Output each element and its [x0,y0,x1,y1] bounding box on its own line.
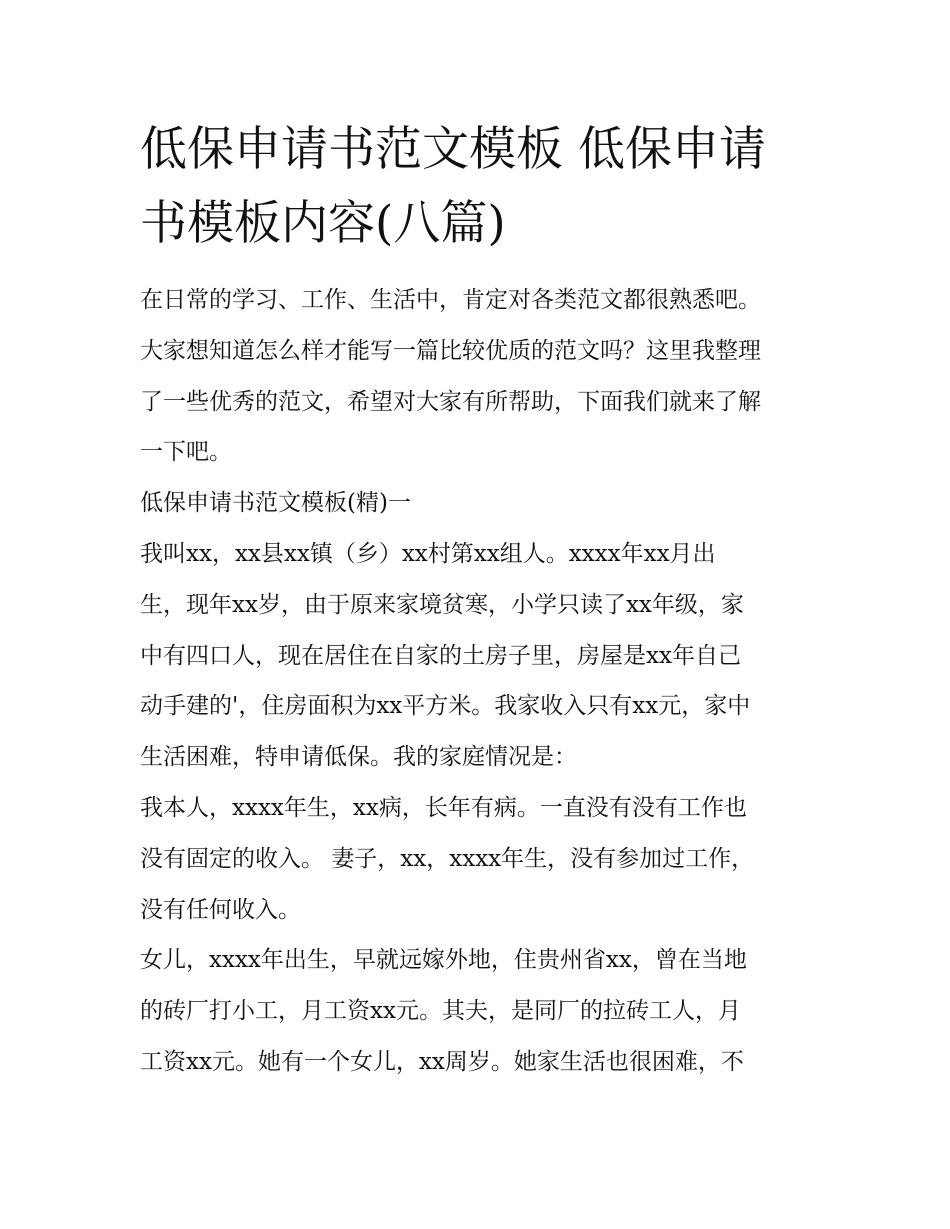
body-line: 工资xx元。她有一个女儿，xx周岁。她家生活也很困难，不 [140,1048,744,1075]
body-line: 没有固定的收入。 妻子，xx，xxxx年生，没有参加过工作， [140,845,755,872]
document-body [140,275,830,1088]
document-title [140,113,840,261]
body-line: 中有四口人，现在居住在自家的土房子里，房屋是xx年自己 [140,642,741,669]
body-line: 了一些优秀的范文，希望对大家有所帮助，下面我们就来了解 [140,388,761,415]
body-line: 我本人，xxxx年生，xx病，长年有病。一直没有没有工作也 [140,794,747,821]
body-line: 我叫xx，xx县xx镇（乡）xx村第xx组人。xxxx年xx月出 [140,540,716,567]
body-line: 的砖厂打小工，月工资xx元。其夫，是同厂的拉砖工人，月 [140,998,741,1025]
body-line: 大家想知道怎么样才能写一篇比较优质的范文吗？这里我整理 [140,337,761,364]
body-line: 一下吧。 [140,439,232,466]
title-line-1: 低保申请书范文模板 低保申请 [140,122,766,177]
body-line: 动手建的'，住房面积为xx平方米。我家收入只有xx元，家中 [140,693,751,720]
body-line: 女儿，xxxx年出生，早就远嫁外地，住贵州省xx，曾在当地 [140,947,747,974]
body-line: 生，现年xx岁，由于原来家境贫寒，小学只读了xx年级，家 [140,591,744,618]
section-heading: 低保申请书范文模板(精)一 [140,490,411,517]
body-line: 没有任何收入。 [140,896,301,923]
body-line: 在日常的学习、工作、生活中，肯定对各类范文都很熟悉吧。 [140,287,761,313]
body-line: 生活困难，特申请低保。我的家庭情况是： [140,744,577,771]
title-line-2: 书模板内容(八篇) [140,196,506,251]
